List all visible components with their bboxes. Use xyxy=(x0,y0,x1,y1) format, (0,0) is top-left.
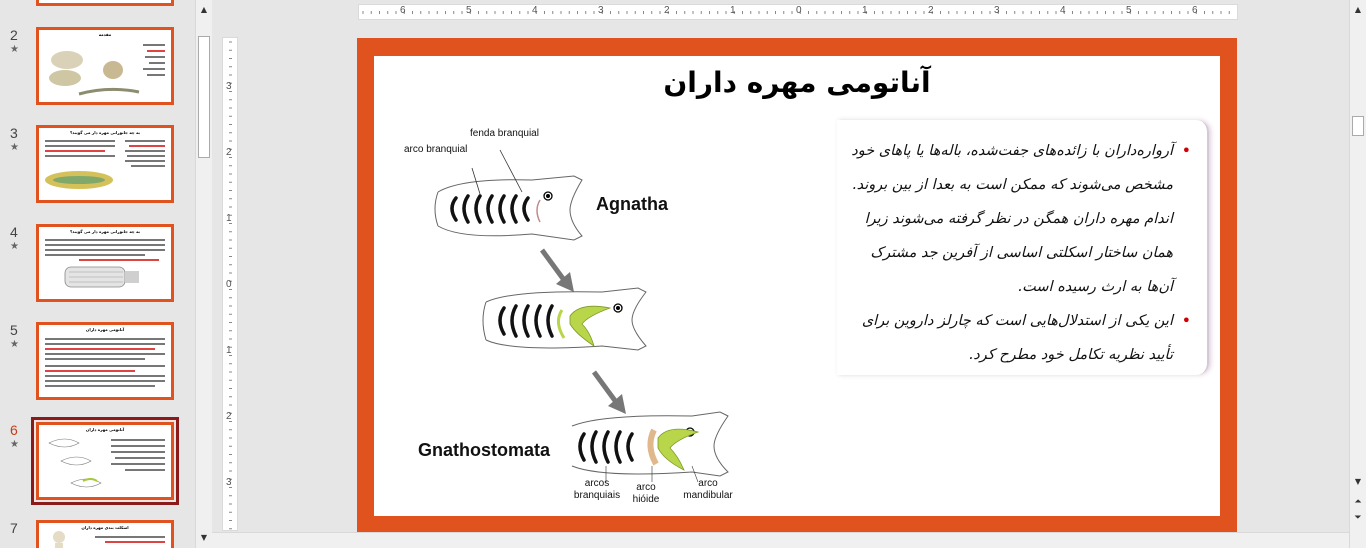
slide-content-area xyxy=(374,56,1220,516)
bullet-item[interactable]: • آرواره‌داران با زائده‌های جفت‌شده، باله‌ها یا پاهای خود مشخص می‌شوند که ممکن است به بعدا از بین بروند. اندام مهره داران همگن در نظر گرفته می‌شوند زیرا همان ساختار اسکلتی اساسی از آفرین جد مشترک آن‌ها به ارث رسیده است. xyxy=(847,134,1193,304)
thumb-title: به چه جانورانی مهره دار می گویند؟ xyxy=(69,130,141,135)
horizontal-ruler[interactable] xyxy=(358,4,1238,20)
next-slide-icon[interactable]: ⏷ xyxy=(1354,513,1362,523)
label-arco-hioide: arco hióide xyxy=(632,482,660,505)
slide-thumbnail-pane[interactable] xyxy=(0,0,195,548)
ruler-number: 0 xyxy=(226,279,232,290)
gill-arch-figure[interactable] xyxy=(402,120,742,510)
animation-star-icon: ★ xyxy=(10,241,19,252)
animation-star-icon: ★ xyxy=(10,44,19,55)
thumb-title: آناتومی مهره داران xyxy=(85,327,125,332)
thumb-illustration xyxy=(39,425,171,497)
ruler-number: 4 xyxy=(1060,5,1066,16)
previous-slide-icon[interactable]: ⏶ xyxy=(1354,497,1362,507)
scroll-down-icon[interactable]: ▼ xyxy=(200,533,208,542)
slide-number: 4 xyxy=(10,224,18,240)
bullet-item[interactable]: • این یکی از استدلال‌هایی است که چارلز داروین برای تأیید نظریه تکامل خود مطرح کرد. xyxy=(847,304,1193,372)
ruler-number: 1 xyxy=(862,5,868,16)
animation-star-icon: ★ xyxy=(10,142,19,153)
thumb-illustration xyxy=(39,128,171,200)
thumb-illustration xyxy=(39,30,171,102)
animation-star-icon: ★ xyxy=(10,339,19,350)
label-fenda-branquial: fenda branquial xyxy=(470,128,539,139)
scroll-thumb[interactable] xyxy=(198,36,210,158)
thumbnail-scrollbar[interactable] xyxy=(195,0,212,548)
ruler-number: 5 xyxy=(1126,5,1132,16)
thumb-title: اسکلت بندی مهره داران xyxy=(81,525,129,530)
ruler-number: 1 xyxy=(226,213,232,224)
slide-title[interactable]: آناتومی مهره داران xyxy=(663,66,931,99)
bullet-text-box[interactable] xyxy=(837,120,1209,375)
thumb-illustration xyxy=(39,227,171,299)
thumb-title: آناتومی مهره داران xyxy=(85,427,125,432)
label-agnatha: Agnatha xyxy=(596,194,668,214)
slide-number: 3 xyxy=(10,125,18,141)
ruler-number: 3 xyxy=(226,477,232,488)
ruler-number: 2 xyxy=(226,147,232,158)
scroll-up-icon[interactable]: ▲ xyxy=(1354,5,1362,14)
scroll-down-icon[interactable]: ▼ xyxy=(1354,477,1362,486)
slide-number: 2 xyxy=(10,27,18,43)
thumb-title: مقدمه xyxy=(98,32,112,37)
ruler-number: 5 xyxy=(466,5,472,16)
label-gnathostomata: Gnathostomata xyxy=(418,440,551,460)
ruler-number: 2 xyxy=(226,411,232,422)
thumb-illustration xyxy=(39,523,171,548)
ruler-number: 2 xyxy=(664,5,670,16)
ruler-number: 0 xyxy=(796,5,802,16)
scroll-up-icon[interactable]: ▲ xyxy=(200,5,208,14)
ruler-number: 1 xyxy=(730,5,736,16)
ruler-number: 3 xyxy=(226,81,232,92)
vertical-ruler[interactable] xyxy=(222,37,238,531)
ruler-number: 6 xyxy=(400,5,406,16)
ruler-number: 3 xyxy=(994,5,1000,16)
label-arcos-branquiais: arcos branquiais xyxy=(573,478,621,501)
ruler-number: 3 xyxy=(598,5,604,16)
ruler-number: 2 xyxy=(928,5,934,16)
scroll-thumb[interactable] xyxy=(1352,116,1364,136)
label-arco-mandibular: arco mandibular xyxy=(683,478,733,501)
slide-number: 5 xyxy=(10,322,18,338)
slide-canvas[interactable] xyxy=(357,38,1237,533)
ruler-number: 1 xyxy=(226,345,232,356)
ruler-number: 4 xyxy=(532,5,538,16)
editor-scrollbar[interactable] xyxy=(1349,0,1366,548)
editor-horizontal-scrollbar[interactable] xyxy=(212,532,1349,548)
animation-star-icon: ★ xyxy=(10,439,19,450)
thumb-title: به چه جانورانی مهره دار می گویند؟ xyxy=(69,229,141,234)
slide-number: 6 xyxy=(10,422,18,438)
ruler-number: 6 xyxy=(1192,5,1198,16)
label-arco-branquial: arco branquial xyxy=(404,144,468,155)
slide-number: 7 xyxy=(10,520,18,536)
